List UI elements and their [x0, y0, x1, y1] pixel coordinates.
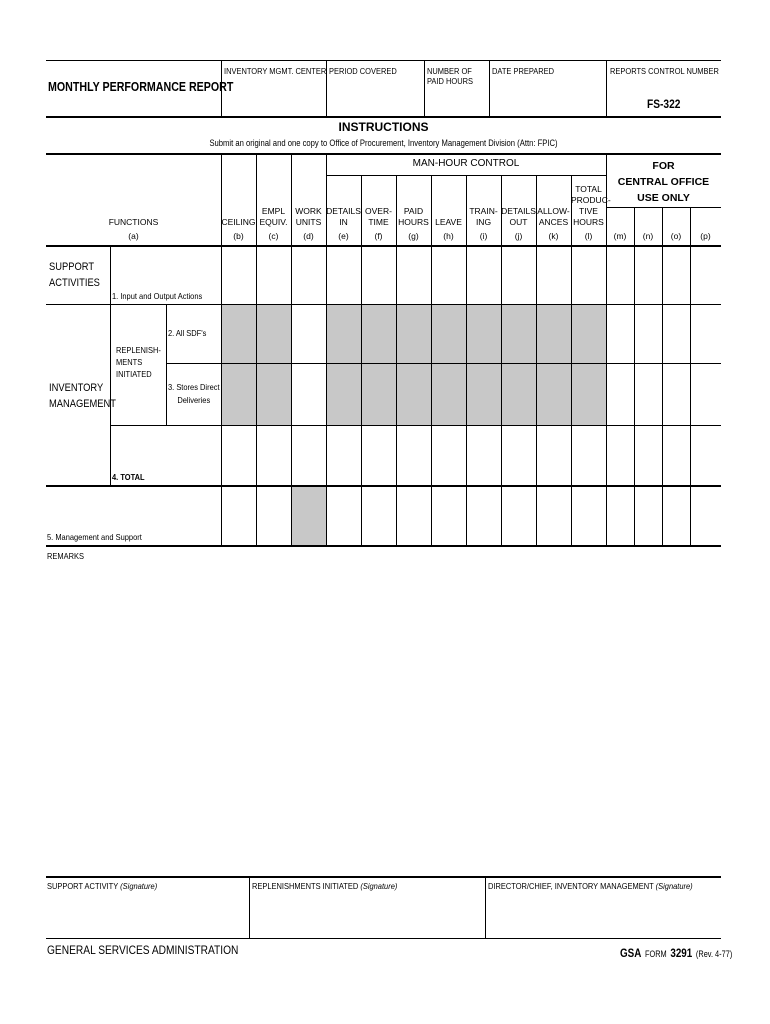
data-entry-cell[interactable]: [222, 486, 255, 544]
management-support-label: 5. Management and Support: [47, 532, 142, 542]
signature-top-rule: [46, 876, 721, 878]
data-entry-cell[interactable]: [257, 364, 290, 424]
data-entry-cell[interactable]: [691, 426, 720, 484]
column-letter: (k): [548, 231, 559, 241]
column-header-label: OVER- TIME: [365, 206, 392, 227]
data-entry-cell[interactable]: [327, 364, 360, 424]
data-entry-cell[interactable]: [537, 246, 570, 303]
data-entry-cell[interactable]: [397, 305, 430, 362]
column-header-label: CEILING: [221, 217, 256, 227]
data-entry-cell[interactable]: [467, 246, 500, 303]
column-header-label: TRAIN- ING: [469, 206, 498, 227]
data-entry-cell[interactable]: [635, 486, 661, 544]
reports-control-label: REPORTS CONTROL NUMBER: [610, 66, 719, 76]
column-header-label: TOTAL PRODUC- TIVE HOURS: [571, 184, 611, 227]
data-entry-cell[interactable]: [397, 426, 430, 484]
data-entry-cell[interactable]: [607, 486, 633, 544]
column-header-label: DETAILS OUT: [501, 206, 536, 227]
column-letter: (l): [584, 231, 593, 241]
form-title: MONTHLY PERFORMANCE REPORT: [48, 79, 234, 94]
all-sdfs-label: 2. All SDF's: [168, 328, 207, 338]
stores-direct-label: 3. Stores Direct Deliveries: [168, 382, 220, 405]
data-entry-cell[interactable]: [572, 305, 605, 362]
data-entry-cell[interactable]: [257, 426, 290, 484]
period-covered-field[interactable]: PERIOD COVERED: [329, 66, 397, 76]
data-entry-cell[interactable]: [663, 486, 689, 544]
data-entry-cell[interactable]: [222, 305, 255, 362]
gsa-label: GSA: [620, 946, 642, 960]
remarks-label: REMARKS: [47, 551, 85, 561]
data-entry-cell[interactable]: [607, 426, 633, 484]
data-entry-cell[interactable]: [362, 486, 395, 544]
data-entry-cell[interactable]: [467, 305, 500, 362]
data-entry-cell[interactable]: [691, 305, 720, 362]
data-entry-cell[interactable]: [572, 246, 605, 303]
form-number-value: 3291: [670, 946, 693, 960]
data-entry-cell[interactable]: [362, 364, 395, 424]
data-entry-cell[interactable]: [467, 364, 500, 424]
column-letter: (f): [374, 231, 383, 241]
signature-bottom-rule: [46, 938, 721, 939]
data-entry-cell[interactable]: [502, 305, 535, 362]
column-header-label: WORK UNITS: [295, 206, 322, 227]
data-entry-cell[interactable]: [292, 364, 325, 424]
column-letter: (c): [268, 231, 279, 241]
data-entry-cell[interactable]: [572, 364, 605, 424]
column-letter: (n): [642, 231, 654, 241]
data-entry-cell[interactable]: [432, 305, 465, 362]
data-entry-cell[interactable]: [691, 246, 720, 303]
data-entry-cell[interactable]: [397, 486, 430, 544]
column-letter: (h): [443, 231, 454, 241]
reports-control-number: FS-322: [647, 97, 681, 111]
data-entry-cell[interactable]: [362, 246, 395, 303]
data-entry-cell[interactable]: [222, 364, 255, 424]
replenishments-signature[interactable]: REPLENISHMENTS INITIATED (Signature): [252, 881, 398, 891]
column-letter: (i): [479, 231, 488, 241]
data-entry-cell[interactable]: [572, 486, 605, 544]
revision: (Rev. 4-77): [695, 949, 733, 959]
agency-name: GENERAL SERVICES ADMINISTRATION: [47, 943, 239, 957]
column-header-label: FUNCTIONS: [108, 217, 159, 227]
input-output-label: 1. Input and Output Actions: [112, 291, 203, 301]
data-entry-cell[interactable]: [607, 246, 633, 303]
data-entry-cell[interactable]: [292, 246, 325, 303]
data-entry-cell[interactable]: [502, 364, 535, 424]
data-entry-cell[interactable]: [635, 305, 661, 362]
data-entry-cell[interactable]: [222, 426, 255, 484]
data-entry-cell[interactable]: [222, 246, 255, 303]
central-office-title: FOR CENTRAL OFFICE USE ONLY: [617, 160, 710, 204]
column-letter: (e): [338, 231, 349, 241]
column-header-label: DETAILS IN: [326, 206, 361, 227]
data-entry-cell[interactable]: [327, 305, 360, 362]
central-office-rule: [606, 207, 721, 208]
table-top-rule: [46, 153, 721, 155]
form-number: [620, 944, 732, 962]
data-entry-cell[interactable]: [537, 364, 570, 424]
data-entry-cell[interactable]: [327, 426, 360, 484]
data-entry-cell[interactable]: [537, 305, 570, 362]
column-letter: (m): [613, 231, 627, 241]
data-entry-cell[interactable]: [292, 486, 325, 544]
support-activity-signature[interactable]: SUPPORT ACTIVITY (Signature): [47, 881, 158, 891]
paid-hours-field[interactable]: NUMBER OF PAID HOURS: [427, 66, 474, 86]
column-header-label: EMPL EQUIV.: [259, 206, 288, 227]
column-letter: (a): [128, 231, 139, 241]
data-entry-cell[interactable]: [397, 246, 430, 303]
data-entry-cell[interactable]: [327, 486, 360, 544]
data-entry-cell[interactable]: [432, 486, 465, 544]
signature-divider: [485, 877, 486, 939]
data-entry-cell[interactable]: [257, 246, 290, 303]
data-entry-cell[interactable]: [663, 246, 689, 303]
data-entry-cell[interactable]: [607, 364, 633, 424]
data-entry-cell[interactable]: [257, 486, 290, 544]
man-hour-control-title: MAN-HOUR CONTROL: [412, 158, 520, 169]
data-entry-cell[interactable]: [663, 305, 689, 362]
data-entry-cell[interactable]: [537, 486, 570, 544]
data-entry-cell[interactable]: [635, 364, 661, 424]
data-entry-cell[interactable]: [635, 246, 661, 303]
data-entry-cell[interactable]: [502, 426, 535, 484]
director-signature[interactable]: DIRECTOR/CHIEF, INVENTORY MANAGEMENT (Signature): [488, 881, 693, 891]
table-bottom-rule: [46, 545, 721, 547]
data-entry-cell[interactable]: [691, 486, 720, 544]
column-letter: (o): [670, 231, 682, 241]
data-entry-cell[interactable]: [502, 246, 535, 303]
total-label: 4. TOTAL: [112, 472, 145, 482]
data-entry-cell[interactable]: [467, 486, 500, 544]
remarks-field[interactable]: [46, 563, 721, 873]
data-entry-cell[interactable]: [537, 426, 570, 484]
row-label-divider: [166, 304, 167, 425]
data-entry-cell[interactable]: [467, 426, 500, 484]
column-letter: (g): [408, 231, 419, 241]
replenishments-label: REPLENISH- MENTS INITIATED: [116, 345, 161, 379]
top-rule: [46, 60, 721, 61]
inventory-center-field[interactable]: INVENTORY MGMT. CENTER: [224, 66, 327, 76]
column-header-label: ALLOW- ANCES: [537, 206, 570, 227]
data-entry-cell[interactable]: [362, 305, 395, 362]
header-divider: [424, 60, 425, 116]
header-divider: [489, 60, 490, 116]
data-entry-cell[interactable]: [292, 426, 325, 484]
data-entry-cell[interactable]: [362, 426, 395, 484]
column-letter: (p): [700, 231, 711, 241]
data-entry-cell[interactable]: [432, 246, 465, 303]
data-entry-cell[interactable]: [257, 305, 290, 362]
data-entry-cell[interactable]: [327, 246, 360, 303]
data-entry-cell[interactable]: [432, 426, 465, 484]
instructions-title: INSTRUCTIONS: [338, 120, 429, 134]
data-entry-cell[interactable]: [691, 364, 720, 424]
form-word: FORM: [644, 949, 667, 959]
data-entry-cell[interactable]: [663, 426, 689, 484]
column-letter: (b): [233, 231, 244, 241]
data-entry-cell[interactable]: [432, 364, 465, 424]
data-entry-cell[interactable]: [292, 305, 325, 362]
data-entry-cell[interactable]: [607, 305, 633, 362]
column-letter: (j): [514, 231, 523, 241]
signature-divider: [249, 877, 250, 939]
row-label-divider: [110, 245, 111, 485]
data-entry-cell[interactable]: [635, 426, 661, 484]
support-activities-label: SUPPORT ACTIVITIES: [49, 261, 100, 289]
column-header-label: PAID HOURS: [398, 206, 429, 227]
header-bottom-rule: [46, 116, 721, 118]
column-header-label: LEAVE: [435, 217, 462, 227]
data-entry-cell[interactable]: [663, 364, 689, 424]
data-entry-cell[interactable]: [502, 486, 535, 544]
header-divider: [606, 60, 607, 116]
date-prepared-field[interactable]: DATE PREPARED: [492, 66, 555, 76]
data-entry-cell[interactable]: [397, 364, 430, 424]
inventory-management-label: INVENTORY MANAGEMENT: [49, 382, 117, 410]
data-entry-cell[interactable]: [572, 426, 605, 484]
column-letter: (d): [303, 231, 314, 241]
instructions-text: Submit an original and one copy to Office of Procurement, Inventory Management Division (Attn: FPIC): [209, 138, 558, 148]
